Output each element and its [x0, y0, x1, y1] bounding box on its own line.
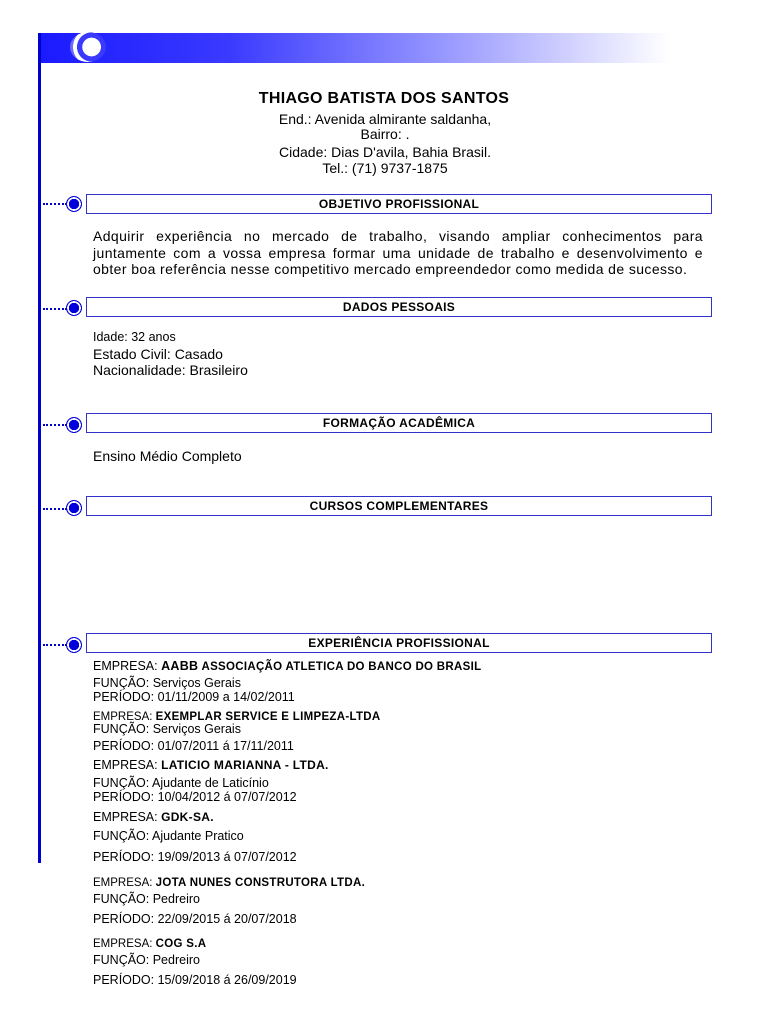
job-company: EMPRESA: GDK-SA.: [93, 810, 214, 824]
job-function: FUNÇÃO: Serviços Gerais: [93, 722, 241, 736]
section-bullet-icon: [66, 417, 82, 433]
job-function: FUNÇÃO: Pedreiro: [93, 953, 200, 967]
job-function: FUNÇÃO: Ajudante Pratico: [93, 829, 244, 843]
section-bullet-icon: [66, 500, 82, 516]
idade-text: Idade: 32 anos: [93, 330, 176, 344]
job-function: FUNÇÃO: Ajudante de Laticínio: [93, 776, 269, 790]
section-bullet-icon: [66, 300, 82, 316]
job-company: EMPRESA: AABB ASSOCIAÇÃO ATLETICA DO BANCO DO BRASIL: [93, 659, 482, 673]
job-company: EMPRESA: JOTA NUNES CONSTRUTORA LTDA.: [93, 877, 366, 889]
section-dots: [43, 644, 67, 646]
section-dots: [43, 424, 67, 426]
bairro-line: Bairro: .: [360, 126, 410, 142]
section-header-experiencia: EXPERIÊNCIA PROFISSIONAL: [86, 633, 712, 653]
section-header-cursos: CURSOS COMPLEMENTARES: [86, 496, 712, 516]
estado-civil-text: Estado Civil: Casado: [93, 346, 223, 362]
section-bullet-icon: [66, 637, 82, 653]
job-period: PERÍODO: 19/09/2013 á 07/07/2012: [93, 850, 297, 864]
city-line: Cidade: Dias D'avila, Bahia Brasil.: [279, 144, 491, 160]
section-dots: [43, 508, 67, 510]
formacao-text: Ensino Médio Completo: [93, 448, 242, 464]
job-function: FUNÇÃO: Serviços Gerais: [93, 676, 241, 690]
candidate-name: THIAGO BATISTA DOS SANTOS: [258, 90, 510, 107]
job-company: EMPRESA: COG S.A: [93, 938, 207, 950]
header-gradient-bar: [40, 33, 670, 63]
section-header-formacao: FORMAÇÃO ACADÊMICA: [86, 413, 712, 433]
header-circle-icon: [70, 32, 106, 62]
section-dots: [43, 203, 67, 205]
job-period: PERÍODO: 10/04/2012 á 07/07/2012: [93, 790, 297, 804]
left-vertical-line: [38, 33, 41, 863]
section-bullet-icon: [66, 196, 82, 212]
job-company: EMPRESA: LATICIO MARIANNA - LTDA.: [93, 758, 329, 772]
section-dots: [43, 308, 67, 310]
job-company: EMPRESA: EXEMPLAR SERVICE E LIMPEZA-LTDA: [93, 711, 381, 723]
job-function: FUNÇÃO: Pedreiro: [93, 892, 200, 906]
address-line: End.: Avenida almirante saldanha,: [278, 111, 492, 127]
section-header-dados: DADOS PESSOAIS: [86, 297, 712, 317]
section-header-objetivo: OBJETIVO PROFISSIONAL: [86, 194, 712, 214]
job-period: PERÍODO: 15/09/2018 á 26/09/2019: [93, 973, 297, 987]
job-period: PERÍODO: 01/07/2011 á 17/11/2011: [93, 739, 294, 753]
nacionalidade-text: Nacionalidade: Brasileiro: [93, 362, 248, 378]
job-period: PERÍODO: 01/11/2009 a 14/02/2011: [93, 690, 295, 704]
job-period: PERÍODO: 22/09/2015 á 20/07/2018: [93, 912, 297, 926]
objetivo-text: Adquirir experiência no mercado de trabalho, visando ampliar conhecimentos para juntamente com a vossa empresa formar uma unidade de trabalho e desenvolvimento e obter boa referência nesse competitivo mercado empreendedor como medida de sucesso.: [93, 228, 703, 277]
phone-line: Tel.: (71) 9737-1875: [322, 160, 448, 176]
